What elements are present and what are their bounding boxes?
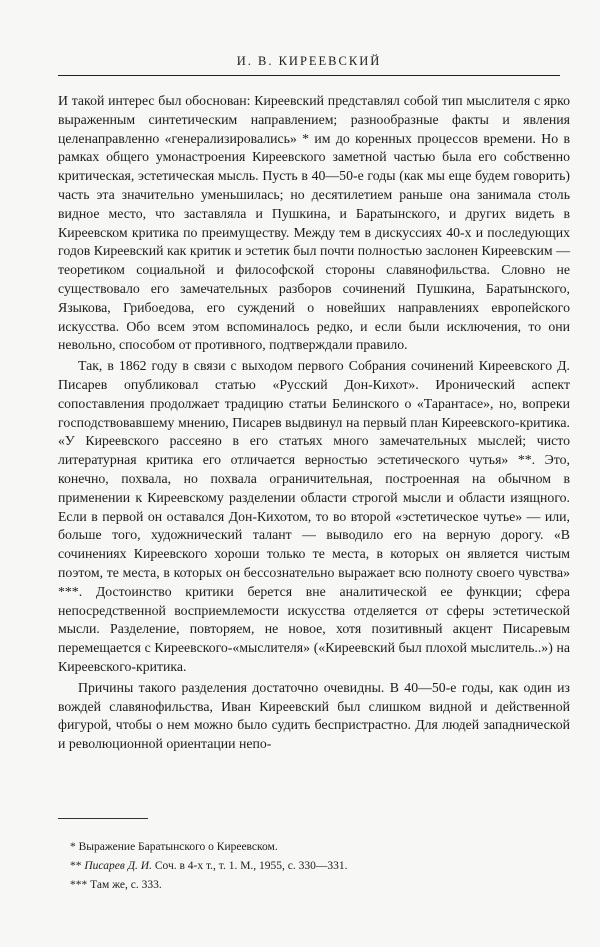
footnotes — [60, 838, 560, 895]
footnote-mark: * — [70, 841, 76, 853]
running-header — [58, 54, 560, 76]
footnote-3 — [60, 876, 560, 895]
main-text — [58, 92, 570, 754]
footnote-author: Писарев Д. И. — [84, 860, 152, 872]
footnote-2 — [60, 857, 560, 876]
footnote-divider — [58, 818, 148, 819]
running-title: И. В. КИРЕЕВСКИЙ — [236, 54, 382, 68]
footnote-1 — [60, 838, 560, 857]
paragraph-1: И такой интерес был обоснован: Киреевский представлял собой тип мыслителя с ярко выраженным синтетическим направлением; разнообразные факты и явления целенаправленно «генерализировались» * им до коренных процессов времени. Но в рамках общего умонастроения Киреевского заметной частью была его собственно критическая, эстетическая мысль. Пусть в 40—50-е годы (как мы еще будем говорить) часть эта значительно уменьшилась; но десятилетием раньше она занимала столь видное место, что заставляла и Пушкина, и Баратынского, и других видеть в Киреевском критика по преимуществу. Между тем в дискуссиях 40-х и последующих годов Киреевский как критик и эстетик был почти полностью заслонен Киреевским — теоретиком социальной и философской стороны славянофильства. Словно не существовало его замечательных разборов сочинений Пушкина, Баратынского, Языкова, Грибоедова, его суждений о новейших направлениях европейского искусства. Обо всем этом вспоминалось редко, и если были исключения, то они невольно, способом от противного, подтверждали правило. — [58, 93, 570, 353]
footnote-mark: *** — [70, 879, 88, 891]
paragraph-2: Так, в 1862 году в связи с выходом первого Собрания сочинений Киреевского Д. Писарев опубликовал статью «Русский Дон-Кихот». Иронический аспект сопоставления продолжает традицию статьи Белинского о «Тарантасе», но, вопреки господствовавшему мнению, Писарев выдвинул на первый план Киреевского-критика. «У Киреевского рассеяно в его статьях много замечательных мыслей; чисто литературная критика его отличается верностью эстетического чутья» **. Это, конечно, похвала, но похвала ограничительная, построенная на обычном в применении к Киреевскому разделении области строгой мысли и области изящного. Если в первой он оставался Дон-Кихотом, то во второй «эстетическое чутье» — или, больше того, художнический талант — выводило его на верную дорогу. «В сочинениях Киреевского хороши только те места, в которых он является чистым поэтом, те места, в которых он бессознательно выражает всю полноту своего чувства» ***. Достоинство критики берется вне аналитической ее функции; сфера непосредственной восприемлемости искусства отделяется от сферы эстетической мысли. Разделение, повторяем, не новое, хотя позитивный акцент Писаревым перемещается с Киреевского-«мыслителя» («Киреевский был плохой мыслитель..») на Киреевского-критика. — [58, 358, 570, 674]
footnote-mark: ** — [70, 860, 82, 872]
paragraph-3: Причины такого разделения достаточно очевидны. В 40—50-е годы, как один из вождей славянофильства, Иван Киреевский был слишком видной и действенной фигурой, чтобы о нем можно было судить беспристрастно. Для людей западнической и революционной ориентации непо- — [58, 679, 570, 752]
footnote-text: Там же, с. 333. — [90, 879, 162, 891]
footnote-text: Соч. в 4-х т., т. 1. М., 1955, с. 330—331. — [154, 860, 348, 872]
footnote-text: Выражение Баратынского о Киреевском. — [78, 841, 278, 853]
